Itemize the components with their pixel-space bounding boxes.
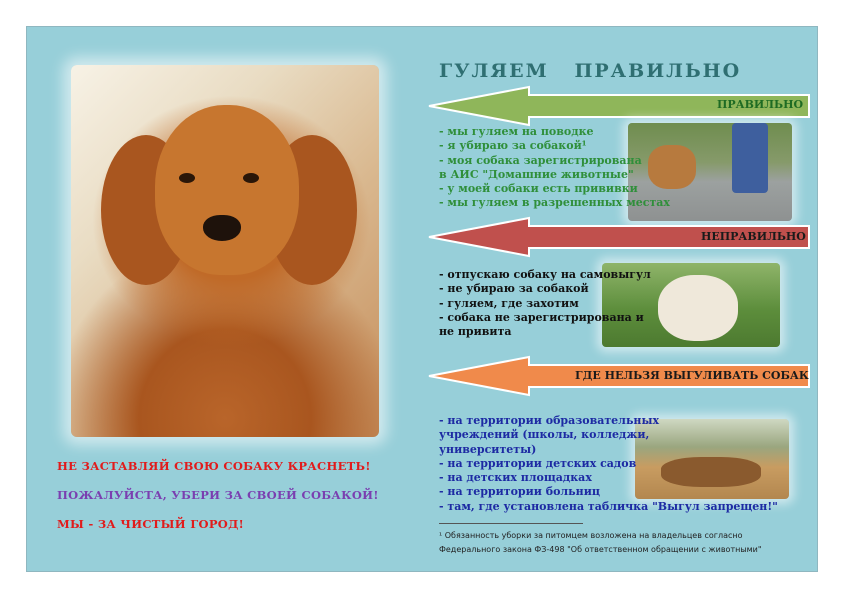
dog-nose <box>203 215 241 241</box>
footnote-divider <box>439 523 583 524</box>
list-item: - на детских площадках <box>439 471 592 485</box>
list-item: учреждений (школы, колледжи, <box>439 428 650 442</box>
list-item: - я убираю за собакой¹ <box>439 139 587 153</box>
list-item: - собака не зарегистрирована и <box>439 310 644 324</box>
list-item: - у моей собаки есть прививки <box>439 182 638 196</box>
list-item: - моя собака зарегистрирована <box>439 153 642 167</box>
footnote-line-2: Федерального закона ФЗ-498 "Об ответственном обращении с животными" <box>439 545 762 554</box>
list-item: - отпускаю собаку на самовыгул <box>439 268 651 281</box>
forbidden-banner-label: ГДЕ НЕЛЬЗЯ ВЫГУЛИВАТЬ СОБАК <box>575 369 809 382</box>
white-dog-figure <box>658 275 738 341</box>
page-title: ГУЛЯЕМ ПРАВИЛЬНО <box>439 60 742 82</box>
wrong-list <box>439 268 651 339</box>
slogan-line-1: НЕ ЗАСТАВЛЯЙ СВОЮ СОБАКУ КРАСНЕТЬ! <box>57 459 371 473</box>
poster <box>26 26 818 572</box>
dog-head <box>155 105 299 275</box>
dog-portrait-image <box>71 65 379 437</box>
list-item: в АИС "Домашние животные" <box>439 167 634 181</box>
right-banner-label: ПРАВИЛЬНО <box>717 98 804 111</box>
forbidden-list <box>439 414 778 514</box>
list-item: - там, где установлена табличка "Выгул запрещен!" <box>439 499 778 513</box>
wrong-banner-label: НЕПРАВИЛЬНО <box>701 230 806 243</box>
list-item: не привита <box>439 325 512 339</box>
right-list <box>439 125 670 211</box>
list-item: - на территории детских садов <box>439 456 637 470</box>
list-item: университеты) <box>439 442 537 456</box>
walker-legs-figure <box>732 123 768 193</box>
list-item: - мы гуляем на поводке <box>439 125 594 138</box>
list-item: - не убираю за собакой <box>439 282 589 296</box>
dog-eye-left <box>179 173 195 183</box>
list-item: - на территории больниц <box>439 485 600 499</box>
dog-eye-right <box>243 173 259 183</box>
list-item: - на территории образовательных <box>439 414 660 427</box>
slogan-line-3: МЫ - ЗА ЧИСТЫЙ ГОРОД! <box>57 517 244 531</box>
footnote-line-1: ¹ Обязанность уборки за питомцем возложена на владельцев согласно <box>439 531 743 540</box>
slogan-line-2: ПОЖАЛУЙСТА, УБЕРИ ЗА СВОЕЙ СОБАКОЙ! <box>57 488 379 502</box>
list-item: - мы гуляем в разрешенных местах <box>439 196 670 210</box>
list-item: - гуляем, где захотим <box>439 296 579 310</box>
